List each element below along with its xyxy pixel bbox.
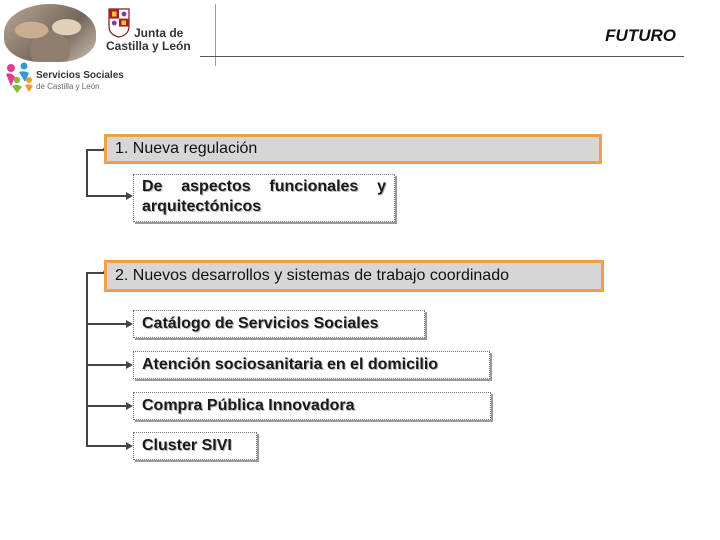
connector-line xyxy=(86,364,128,366)
section-1-item-1 xyxy=(133,174,395,222)
connector-line xyxy=(86,195,128,197)
section-2-item-3 xyxy=(133,392,491,420)
section-heading-2-label: 2. Nuevos desarrollos y sistemas de trabajo coordinado xyxy=(115,267,509,284)
section-heading-1-label: 1. Nueva regulación xyxy=(115,140,258,157)
connector-arrow xyxy=(126,320,133,328)
connector-arrow xyxy=(126,361,133,369)
header-horizontal-divider xyxy=(200,56,684,57)
section-heading-1 xyxy=(104,134,602,164)
connector-arrow xyxy=(126,192,133,200)
connector-arrow xyxy=(126,442,133,450)
servicios-sociales-logo-icon xyxy=(2,60,36,94)
junta-logo-line1: Junta de xyxy=(134,26,184,40)
junta-logo-line2: Castilla y León xyxy=(106,39,191,53)
section-2-item-4 xyxy=(133,432,257,460)
header-photo xyxy=(4,4,96,62)
connector-arrow xyxy=(126,402,133,410)
section-heading-2 xyxy=(104,260,604,292)
connector-line xyxy=(86,149,88,197)
servicios-logo-line2: de Castilla y León xyxy=(36,82,100,91)
section-2-item-3-label: Compra Pública Innovadora xyxy=(142,397,355,414)
servicios-sociales-logo-text xyxy=(36,70,124,92)
section-2-item-4-label: Cluster SIVI xyxy=(142,437,232,454)
connector-line xyxy=(86,445,128,447)
section-2-item-2 xyxy=(133,351,490,379)
junta-logo-text xyxy=(106,27,191,53)
servicios-logo-line1: Servicios Sociales xyxy=(36,70,124,81)
section-2-item-2-label: Atención sociosanitaria en el domicilio xyxy=(142,356,439,373)
section-2-item-1-label: Catálogo de Servicios Sociales xyxy=(142,315,379,332)
connector-line xyxy=(86,405,128,407)
page-title: FUTURO xyxy=(605,26,676,45)
connector-line xyxy=(86,272,88,447)
section-2-item-1 xyxy=(133,310,425,338)
connector-line xyxy=(86,323,128,325)
section-1-item-1-label: De aspectos funcionales y arquitectónicos xyxy=(142,178,386,215)
